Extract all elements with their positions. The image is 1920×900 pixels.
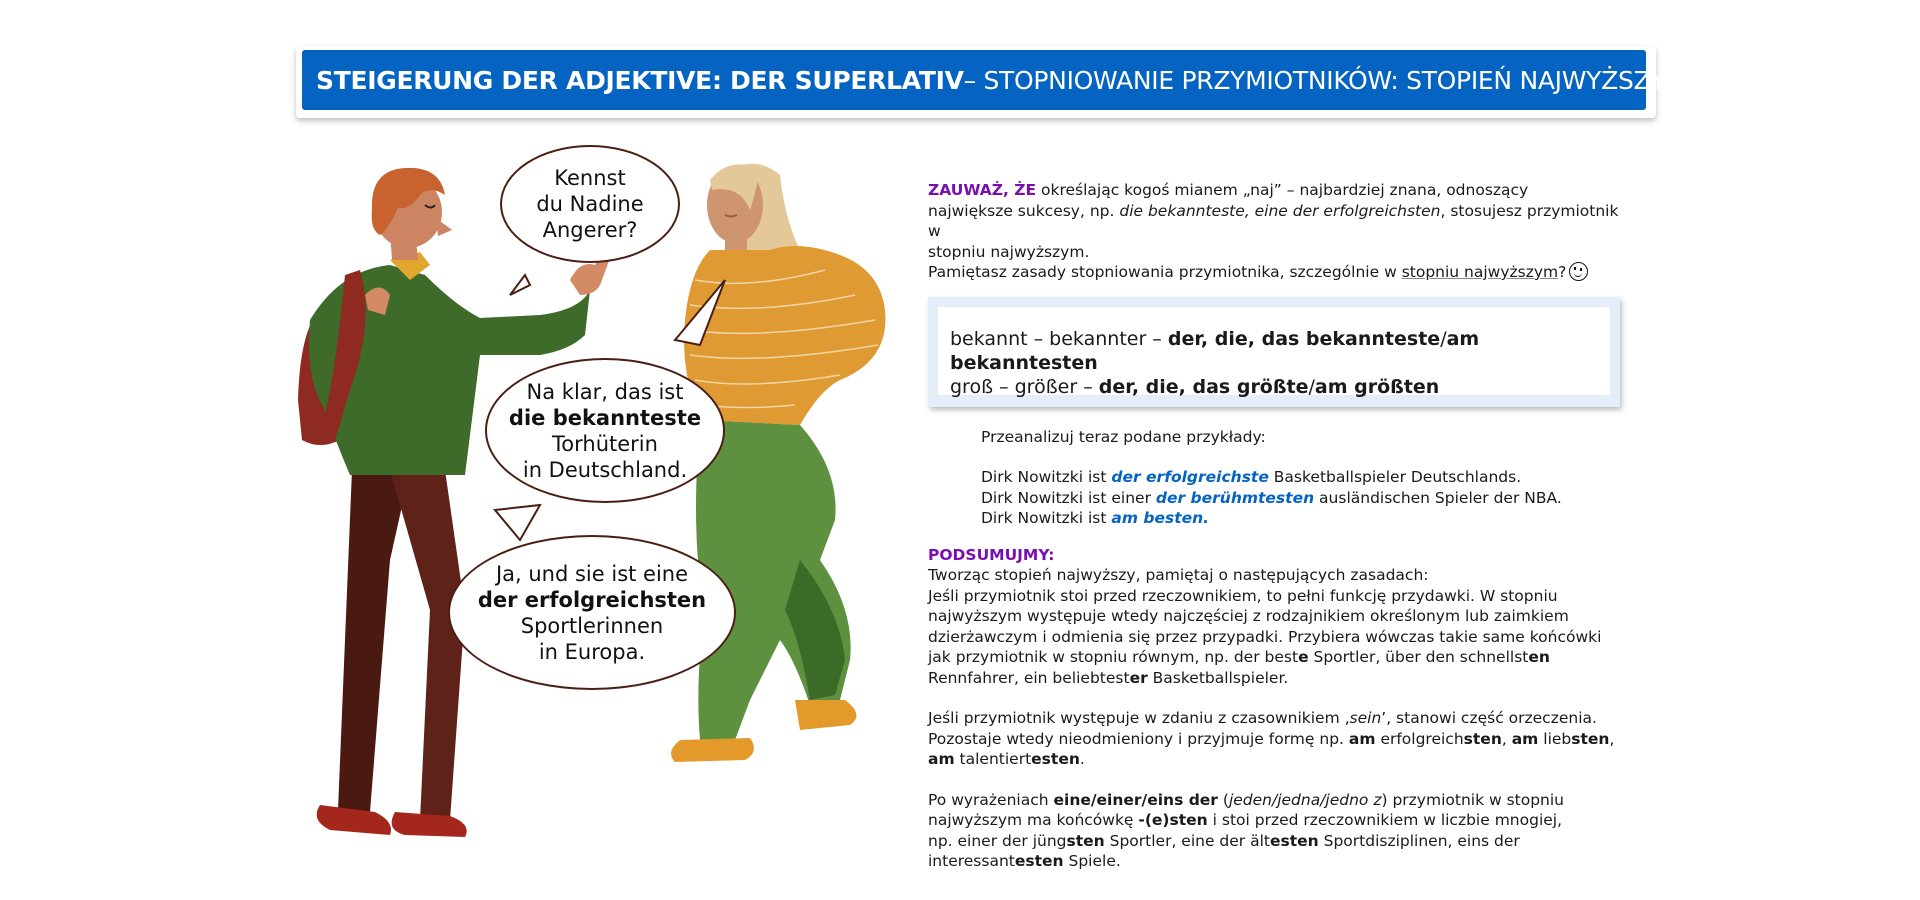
bubble-text-line: Na klar, das ist: [526, 379, 684, 404]
summary-line: Jeśli przymiotnik stoi przed rzeczownikiem, to pełni funkcję przydawki. W stopniu: [928, 586, 1558, 605]
b: en: [1528, 648, 1550, 666]
summary-line: Tworząc stopień najwyższy, pamiętaj o następujących zasadach:: [928, 566, 1429, 584]
box-bold: am bekanntesten: [950, 327, 1480, 374]
explanation-column: [928, 180, 1628, 872]
summary-label: PODSUMUJMY:: [928, 545, 1055, 564]
title-card: [296, 46, 1666, 118]
t: Sportler, über den schnellst: [1308, 648, 1529, 666]
bubble-text-line: in Deutschland.: [522, 457, 688, 482]
box-text: /: [1308, 375, 1315, 398]
b: am: [928, 750, 955, 768]
i: sein: [1349, 709, 1382, 727]
note-text: ?: [1558, 263, 1567, 281]
summary-section: [928, 545, 1628, 872]
bubble-text-line: Sportlerinnen: [520, 613, 664, 638]
speech-bubble-question: [500, 145, 680, 263]
bubble-text-line: Torhüterin: [552, 431, 658, 456]
box-text: bekannt – bekannter –: [950, 327, 1168, 350]
examples-section: [981, 427, 1628, 529]
summary-line: [928, 851, 1628, 872]
t: najwyższym ma końcówkę: [928, 811, 1139, 829]
boy-figure: [298, 168, 610, 837]
b: sten: [1463, 729, 1502, 748]
title-polish: – STOPNIOWANIE PRZYMIOTNIKÓW: STOPIEŃ NAJWYŻSZY: [963, 65, 1666, 95]
note-label: ZAUWAŻ, ŻE: [928, 181, 1037, 199]
b: e: [1298, 648, 1309, 666]
example-highlight: der berühmtesten: [1155, 488, 1315, 507]
note-text: Pamiętasz zasady stopniowania przymiotnika, szczególnie w: [928, 263, 1402, 281]
t: lieb: [1538, 729, 1572, 748]
summary-line: [928, 810, 1628, 831]
examples-intro: Przeanalizuj teraz podane przykłady:: [981, 427, 1266, 446]
box-bold: der, die, das bekannteste: [1167, 327, 1441, 350]
summary-line: [928, 647, 1628, 668]
bubble-text-bold: die bekannteste: [508, 405, 702, 430]
example-text: Basketballspieler Deutschlands.: [1268, 468, 1522, 486]
speech-bubble-answer: [485, 358, 725, 503]
note-link[interactable]: stopniu najwyższym: [1401, 263, 1559, 281]
summary-line: [928, 831, 1628, 852]
note-italic: die bekannteste, eine der erfolgreichsten: [1119, 201, 1441, 220]
t: talentiert: [954, 750, 1032, 768]
bubble-text-line: du Nadine: [536, 192, 644, 216]
example-highlight: am besten.: [1111, 509, 1210, 527]
example-row-gross: [950, 375, 1610, 399]
t: interessant: [928, 852, 1015, 870]
bubble-text-bold: der erfolgreichsten: [477, 587, 707, 612]
i: jeden/jedna/jedno z: [1228, 790, 1382, 809]
t: i stoi przed rzeczownikiem w liczbie mnogiej,: [1207, 811, 1563, 829]
b: esten: [1269, 831, 1319, 850]
t: ) przymiotnik w stopniu: [1381, 790, 1565, 809]
t: jak przymiotnik w stopniu równym, np. der best: [928, 648, 1299, 666]
example-box: [928, 297, 1620, 407]
box-bold: am größten: [1314, 375, 1440, 398]
box-bold: der, die, das größte: [1098, 375, 1309, 398]
example-sentence: [981, 467, 1628, 488]
b: sten: [1066, 831, 1105, 850]
summary-line: [928, 749, 1628, 770]
summary-line: [928, 708, 1628, 729]
t: ,: [1609, 729, 1615, 748]
t: np. einer der jüng: [928, 831, 1067, 850]
example-sentence: [981, 488, 1628, 509]
summary-line: dzierżawczym i odmienia się przez przypadki. Przybiera wówczas takie same końcówki: [928, 627, 1602, 646]
t: Po wyrażeniach: [928, 790, 1054, 809]
dialogue-illustration: [280, 140, 920, 860]
b: am: [1348, 729, 1376, 748]
title-bar: [302, 50, 1666, 110]
bubble-text-line: Ja, und sie ist eine: [495, 561, 689, 586]
summary-line: [928, 729, 1628, 750]
t: Spiele.: [1063, 852, 1121, 870]
example-box-content: [938, 307, 1610, 398]
bubble-text-line: Angerer?: [542, 218, 638, 242]
b: sten: [1571, 729, 1610, 748]
example-text: Dirk Nowitzki ist: [981, 509, 1112, 527]
summary-line: [928, 790, 1628, 811]
note-paragraph: [928, 180, 1628, 283]
t: Jeśli przymiotnik występuje w zdaniu z czasownikiem ‚: [928, 709, 1350, 727]
speech-bubble-reply: [448, 535, 736, 690]
note-text: , stosujesz przymiotnik w: [928, 201, 1619, 240]
t: Pozostaje wtedy nieodmieniony i przyjmuje formę np.: [928, 729, 1349, 748]
note-text: stopniu najwyższym.: [928, 242, 1090, 261]
t: erfolgreich: [1375, 729, 1464, 748]
summary-line: najwyższym występuje wtedy najczęściej z rodzajnikiem określonym lub zaimkiem: [928, 607, 1569, 625]
box-text: groß – größer –: [950, 375, 1099, 398]
bubble-text-line: in Europa.: [538, 639, 646, 664]
t: (: [1217, 790, 1229, 809]
t: ,: [1501, 729, 1512, 748]
note-text: największe sukcesy, np.: [928, 201, 1120, 220]
bubble-text-line: Kennst: [554, 166, 626, 190]
b: -(e)sten: [1138, 811, 1208, 829]
t: Sportler, eine der ält: [1104, 831, 1270, 850]
t: Rennfahrer, ein beliebtest: [928, 668, 1130, 687]
b: er: [1129, 668, 1148, 687]
example-highlight: der erfolgreichste: [1111, 468, 1269, 486]
box-text: /: [1440, 327, 1447, 350]
note-text: określając kogoś mianem „naj” – najbardziej znana, odnoszący: [1036, 181, 1529, 199]
t: ’, stanowi część orzeczenia.: [1381, 709, 1597, 727]
example-row-bekannt: [950, 327, 1610, 375]
b: eine/einer/eins der: [1053, 790, 1218, 809]
wink-smiley-icon: [1569, 262, 1588, 281]
summary-line: [928, 668, 1628, 689]
example-text: ausländischen Spieler der NBA.: [1314, 488, 1562, 507]
example-sentence: [981, 508, 1628, 529]
b: esten: [1031, 750, 1080, 768]
t: Sportdisziplinen, eins der: [1318, 831, 1520, 850]
t: .: [1079, 750, 1085, 768]
b: esten: [1014, 852, 1064, 870]
example-text: Dirk Nowitzki ist einer: [981, 488, 1156, 507]
t: Basketballspieler.: [1147, 668, 1289, 687]
title-german: STEIGERUNG DER ADJEKTIVE: DER SUPERLATIV: [316, 65, 964, 95]
example-text: Dirk Nowitzki ist: [981, 468, 1112, 486]
b: am: [1511, 729, 1539, 748]
